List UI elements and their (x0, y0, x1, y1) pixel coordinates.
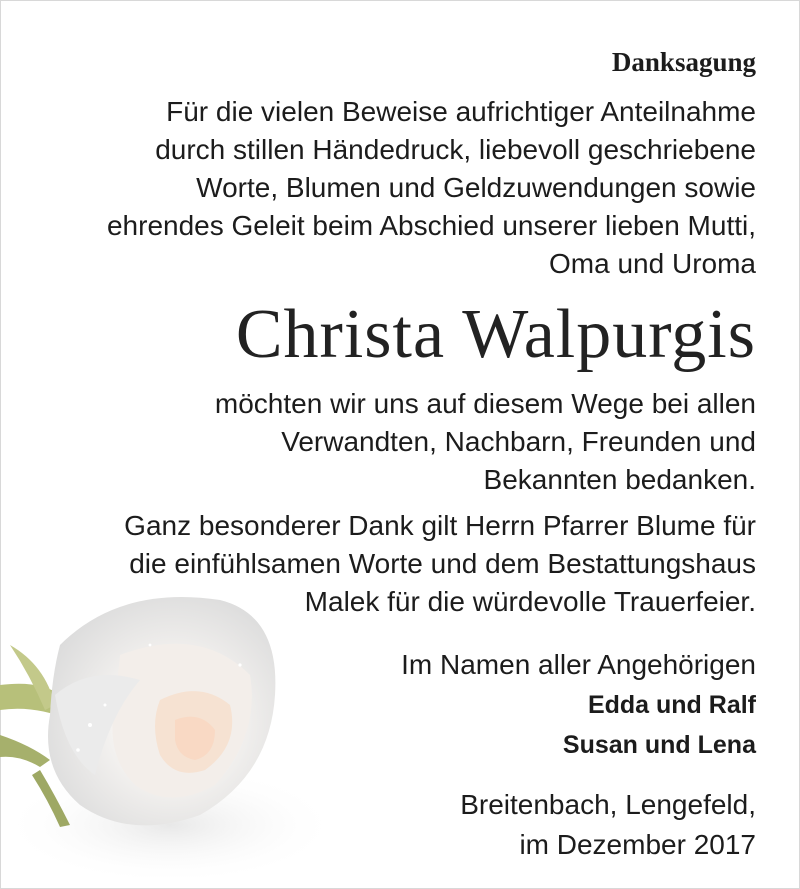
signature-name: Susan und Lena (562, 731, 756, 759)
intro-line: durch stillen Händedruck, liebevoll geschriebene (155, 134, 756, 165)
thanks-line: Verwandten, Nachbarn, Freunden und (281, 426, 756, 457)
thanks-line: Bekannten bedanken. (483, 464, 756, 495)
special-thanks-line: Malek für die würdevolle Trauerfeier. (304, 586, 756, 617)
notice-title: Danksagung (611, 47, 756, 77)
place-line: Breitenbach, Lengefeld, (460, 789, 756, 820)
thanks-paragraph (36, 385, 756, 499)
place-date (36, 785, 756, 865)
intro-paragraph (36, 93, 756, 283)
date-line: im Dezember 2017 (519, 829, 756, 860)
intro-line: Für die vielen Beweise aufrichtiger Anteilnahme (166, 96, 756, 127)
intro-line: Oma und Uroma (549, 248, 756, 279)
thanks-line: möchten wir uns auf diesem Wege bei allen (214, 388, 756, 419)
deceased-name: Christa Walpurgis (235, 296, 756, 373)
special-thanks-paragraph (36, 507, 756, 621)
signature-name: Edda und Ralf (587, 691, 756, 719)
intro-line: ehrendes Geleit beim Abschied unserer lieben Mutti, (106, 210, 756, 241)
special-thanks-line: die einfühlsamen Worte und dem Bestattungshaus (129, 548, 756, 579)
special-thanks-line: Ganz besonderer Dank gilt Herrn Pfarrer Blume für (124, 510, 756, 541)
signature-intro: Im Namen aller Angehörigen (401, 649, 756, 680)
notice-text (36, 40, 756, 865)
intro-line: Worte, Blumen und Geldzuwendungen sowie (196, 172, 756, 203)
signature-block (36, 645, 756, 765)
